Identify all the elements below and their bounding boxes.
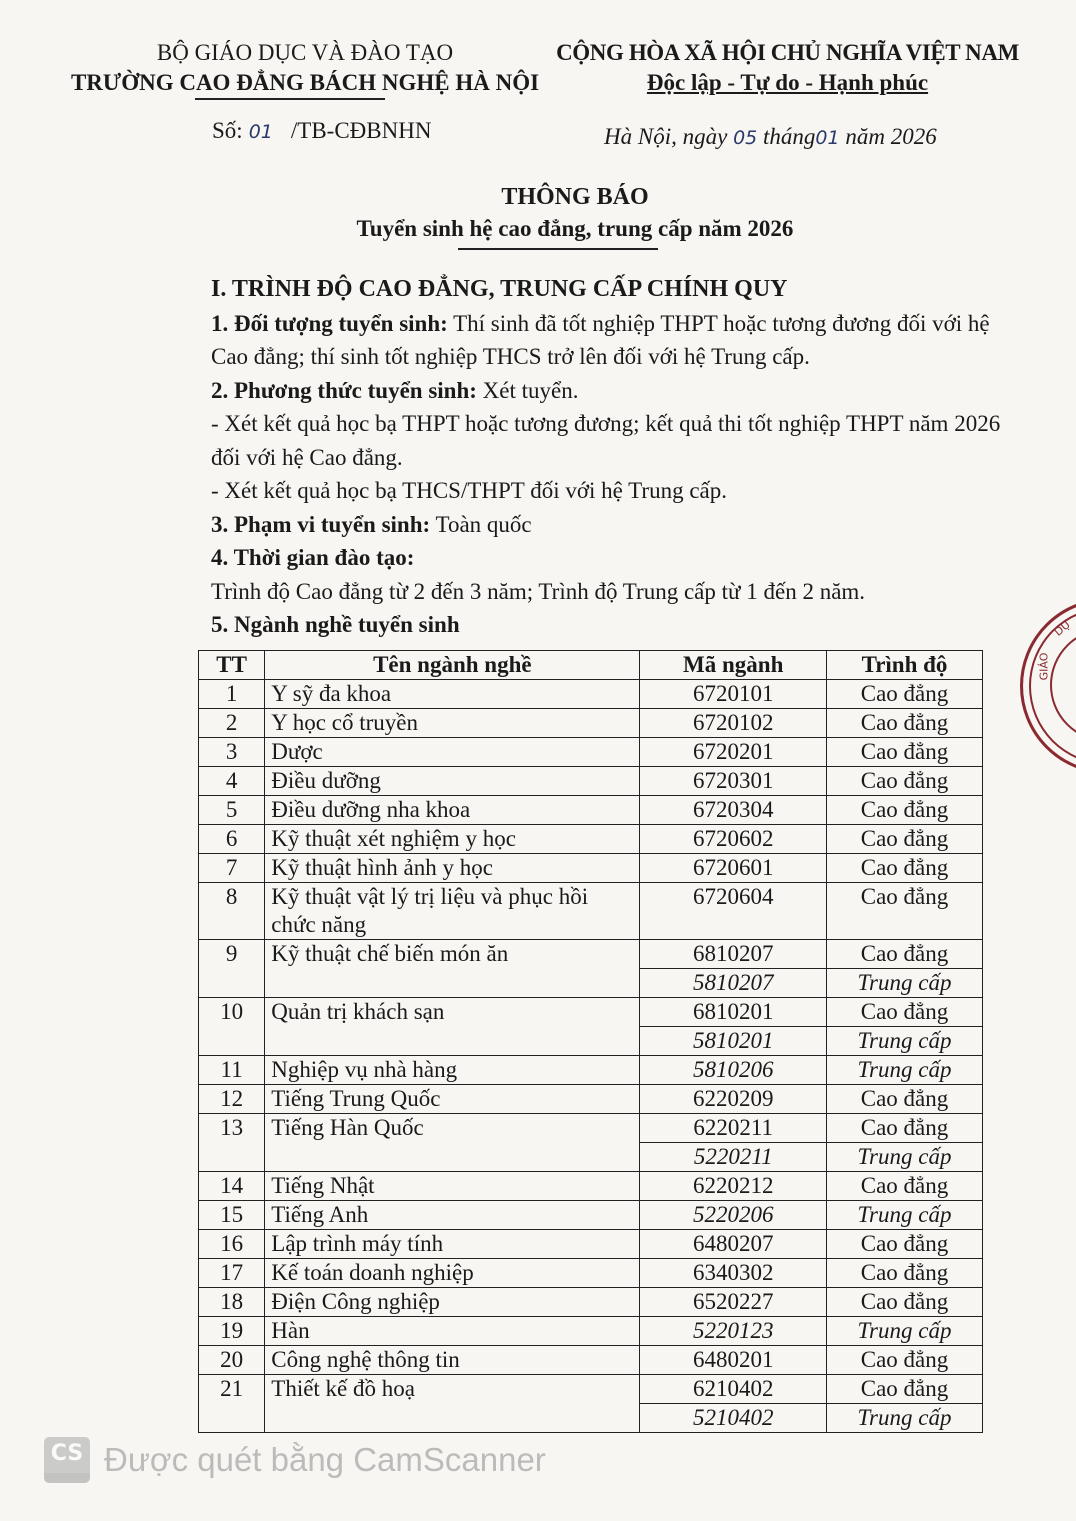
table-row: [199, 796, 983, 825]
table-row: [199, 1201, 983, 1230]
cell-major-name: Kỹ thuật chế biến món ăn: [265, 940, 640, 998]
cell-major-code: 6720301: [640, 767, 827, 796]
camscanner-watermark: [44, 1437, 546, 1483]
date-day: 05: [733, 127, 758, 149]
cell-level: Cao đẳng: [827, 1230, 983, 1259]
cell-tt: 8: [199, 883, 265, 940]
cell-tt: 19: [199, 1317, 265, 1346]
item-training-duration: 4. Thời gian đào tạo:: [211, 545, 415, 570]
cell-major-name: Y học cổ truyền: [265, 709, 640, 738]
cell-major-code: 6340302: [640, 1259, 827, 1288]
cell-tt: 12: [199, 1085, 265, 1114]
cell-major-code: 5220206: [640, 1201, 827, 1230]
cell-major-name: Tiếng Nhật: [265, 1172, 640, 1201]
cell-level: Cao đẳng: [827, 1346, 983, 1375]
cell-major-name: Nghiệp vụ nhà hàng: [265, 1056, 640, 1085]
doc-number-suffix: /TB-CĐBNHN: [290, 118, 432, 143]
item-admission-target: 1. Đối tượng tuyển sinh: Thí sinh đã tốt nghiệp THPT hoặc tương đương đối với hệ Cao đẳng; thí sinh tốt nghiệp THCS trở lên đối với hệ Trung cấp.: [211, 310, 990, 369]
cell-level: Cao đẳng: [827, 854, 983, 883]
cell-level: Trung cấp: [827, 1404, 983, 1433]
cell-major-code: 6720604: [640, 883, 827, 940]
cell-tt: 11: [199, 1056, 265, 1085]
cell-major-name: Y sỹ đa khoa: [265, 680, 640, 709]
cell-tt: 16: [199, 1230, 265, 1259]
cell-level: Cao đẳng: [827, 796, 983, 825]
cell-level: Cao đẳng: [827, 825, 983, 854]
cell-level: Cao đẳng: [827, 709, 983, 738]
table-row: [199, 1230, 983, 1259]
cell-major-name: Kỹ thuật hình ảnh y học: [265, 854, 640, 883]
header-tt: TT: [199, 651, 265, 680]
year-label: năm 2026: [845, 124, 937, 149]
cell-major-code: 6210402: [640, 1375, 827, 1404]
header-underline: [195, 98, 385, 100]
cell-major-name: Kỹ thuật xét nghiệm y học: [265, 825, 640, 854]
document-title: THÔNG BÁO: [501, 184, 649, 210]
ministry-name: BỘ GIÁO DỤC VÀ ĐÀO TẠO: [156, 40, 454, 65]
cell-level: Trung cấp: [827, 969, 983, 998]
cell-major-name: Quản trị khách sạn: [265, 998, 640, 1056]
cell-major-name: Hàn: [265, 1317, 640, 1346]
cell-major-code: 6720102: [640, 709, 827, 738]
date-month: 01: [815, 127, 840, 149]
cell-tt: 18: [199, 1288, 265, 1317]
cell-tt: 2: [199, 709, 265, 738]
cell-major-name: Lập trình máy tính: [265, 1230, 640, 1259]
table-header-row: [199, 651, 983, 680]
table-row: [199, 709, 983, 738]
section-heading: I. TRÌNH ĐỘ CAO ĐẲNG, TRUNG CẤP CHÍNH QUY: [211, 276, 788, 302]
cell-major-name: Kế toán doanh nghiệp: [265, 1259, 640, 1288]
camscanner-logo-icon: CS: [44, 1437, 90, 1483]
cell-major-code: 6220209: [640, 1085, 827, 1114]
cell-major-code: 5220211: [640, 1143, 827, 1172]
table-row: [199, 1375, 983, 1404]
table-row: [199, 1346, 983, 1375]
cell-major-code: 6480201: [640, 1346, 827, 1375]
cell-major-code: 5210402: [640, 1404, 827, 1433]
cell-tt: 14: [199, 1172, 265, 1201]
table-row: [199, 825, 983, 854]
cell-major-name: Tiếng Anh: [265, 1201, 640, 1230]
table-row: [199, 1085, 983, 1114]
majors-table: [198, 650, 983, 1433]
cell-level: Trung cấp: [827, 1201, 983, 1230]
header-major-code: Mã ngành: [640, 651, 827, 680]
watermark-text: Được quét bằng CamScanner: [104, 1441, 546, 1478]
cell-level: Trung cấp: [827, 1143, 983, 1172]
cell-tt: 1: [199, 680, 265, 709]
item-duration-detail: Trình độ Cao đẳng từ 2 đến 3 năm; Trình độ Trung cấp từ 1 đến 2 năm.: [211, 578, 866, 604]
doc-number-prefix: Số:: [212, 118, 243, 143]
cell-major-code: 5810207: [640, 969, 827, 998]
cell-level: Cao đẳng: [827, 940, 983, 969]
table-row: [199, 738, 983, 767]
cell-major-name: Điều dưỡng nha khoa: [265, 796, 640, 825]
date-prefix: Hà Nội, ngày: [604, 124, 728, 149]
cell-tt: 21: [199, 1375, 265, 1433]
cell-tt: 10: [199, 998, 265, 1056]
item-method-college: - Xét kết quả học bạ THPT hoặc tương đương; kết quả thi tốt nghiệp THPT năm 2026 đối với hệ Cao đẳng.: [211, 411, 1001, 470]
cell-major-code: 6720602: [640, 825, 827, 854]
majors-table-body: [199, 680, 983, 1433]
cell-major-name: Tiếng Hàn Quốc: [265, 1114, 640, 1172]
cell-major-name: Tiếng Trung Quốc: [265, 1085, 640, 1114]
item-admission-method: 2. Phương thức tuyển sinh: Xét tuyển.: [211, 377, 579, 403]
cell-level: Trung cấp: [827, 1317, 983, 1346]
issuer-header: [40, 38, 570, 98]
cell-tt: 15: [199, 1201, 265, 1230]
document-number: [212, 118, 431, 144]
cell-major-code: 6810201: [640, 998, 827, 1027]
cell-tt: 6: [199, 825, 265, 854]
item-majors-heading: 5. Ngành nghề tuyển sinh: [211, 612, 460, 637]
table-row: [199, 1114, 983, 1143]
cell-level: Cao đẳng: [827, 1114, 983, 1143]
cell-major-name: Công nghệ thông tin: [265, 1346, 640, 1375]
cell-major-code: 5810206: [640, 1056, 827, 1085]
cell-level: Cao đẳng: [827, 1375, 983, 1404]
school-name: TRƯỜNG CAO ĐẲNG BÁCH NGHỆ HÀ NỘI: [70, 70, 540, 95]
cell-major-code: 5810201: [640, 1027, 827, 1056]
cell-tt: 9: [199, 940, 265, 998]
document-date: [604, 124, 937, 150]
cell-major-code: 6520227: [640, 1288, 827, 1317]
cell-level: Trung cấp: [827, 1056, 983, 1085]
table-row: [199, 854, 983, 883]
nation-name: CỘNG HÒA XÃ HỘI CHỦ NGHĨA VIỆT NAM: [556, 40, 1019, 65]
cell-level: Cao đẳng: [827, 883, 983, 940]
cell-major-code: 6720601: [640, 854, 827, 883]
cell-level: Cao đẳng: [827, 680, 983, 709]
cell-tt: 5: [199, 796, 265, 825]
cell-level: Trung cấp: [827, 1027, 983, 1056]
document-subtitle: Tuyển sinh hệ cao đẳng, trung cấp năm 2026: [356, 216, 794, 241]
table-row: [199, 940, 983, 969]
cell-level: Cao đẳng: [827, 738, 983, 767]
cell-level: Cao đẳng: [827, 1085, 983, 1114]
cell-major-name: Dược: [265, 738, 640, 767]
cell-major-name: Thiết kế đồ hoạ: [265, 1375, 640, 1433]
cell-level: Cao đẳng: [827, 998, 983, 1027]
cell-tt: 13: [199, 1114, 265, 1172]
table-row: [199, 1056, 983, 1085]
cell-major-code: 6720201: [640, 738, 827, 767]
cell-tt: 7: [199, 854, 265, 883]
cell-major-code: 6720304: [640, 796, 827, 825]
header-major-name: Tên ngành nghề: [265, 651, 640, 680]
cell-major-code: 6220211: [640, 1114, 827, 1143]
cell-tt: 17: [199, 1259, 265, 1288]
table-row: [199, 1288, 983, 1317]
cell-major-code: 6480207: [640, 1230, 827, 1259]
table-row: [199, 1317, 983, 1346]
national-header: [555, 38, 1020, 98]
cell-tt: 4: [199, 767, 265, 796]
cell-level: Cao đẳng: [827, 767, 983, 796]
cell-major-name: Điều dưỡng: [265, 767, 640, 796]
doc-number-handwritten: 01: [248, 121, 273, 143]
national-motto: Độc lập - Tự do - Hạnh phúc: [646, 70, 929, 95]
table-row: [199, 1172, 983, 1201]
cell-tt: 3: [199, 738, 265, 767]
table-row: [199, 680, 983, 709]
cell-major-code: 6720101: [640, 680, 827, 709]
cell-level: Cao đẳng: [827, 1259, 983, 1288]
cell-tt: 20: [199, 1346, 265, 1375]
item-method-intermediate: - Xét kết quả học bạ THCS/THPT đối với hệ Trung cấp.: [211, 478, 727, 503]
cell-major-name: Kỹ thuật vật lý trị liệu và phục hồi chức năng: [265, 883, 640, 940]
stamp-text-top: DỤ: [1051, 618, 1073, 639]
cell-level: Cao đẳng: [827, 1288, 983, 1317]
cell-major-code: 6810207: [640, 940, 827, 969]
header-level: Trình độ: [827, 651, 983, 680]
table-row: [199, 767, 983, 796]
stamp-text: GIÁO: [1037, 652, 1051, 681]
cell-level: Cao đẳng: [827, 1172, 983, 1201]
cell-major-code: 6220212: [640, 1172, 827, 1201]
table-row: [199, 883, 983, 940]
cell-major-code: 5220123: [640, 1317, 827, 1346]
table-row: [199, 1259, 983, 1288]
cell-major-name: Điện Công nghiệp: [265, 1288, 640, 1317]
item-admission-scope: 3. Phạm vi tuyển sinh: Toàn quốc: [211, 511, 532, 537]
subtitle-underline: [458, 248, 658, 250]
month-label: tháng: [763, 124, 816, 149]
table-row: [199, 998, 983, 1027]
document-body: [143, 273, 1003, 642]
